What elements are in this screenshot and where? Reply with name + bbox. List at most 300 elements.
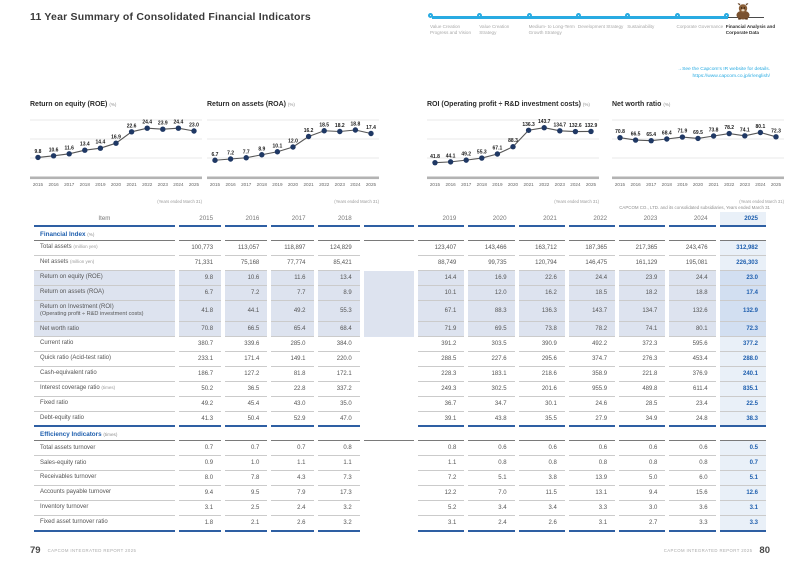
table-cell: 3.6 xyxy=(669,501,715,516)
table-cell: 3.2 xyxy=(318,501,360,516)
svg-text:2015: 2015 xyxy=(32,182,44,187)
svg-text:80.1: 80.1 xyxy=(755,124,766,130)
table-cell: 15.6 xyxy=(669,486,715,501)
table-cell: 1.1 xyxy=(271,456,313,471)
svg-text:2020: 2020 xyxy=(507,182,519,187)
svg-text:24.4: 24.4 xyxy=(142,119,153,126)
table-cell: 380.7 xyxy=(179,337,221,352)
table-cell: 27.9 xyxy=(569,412,615,428)
column-gutter xyxy=(364,397,414,412)
table-cell: 0.5 xyxy=(720,441,766,456)
svg-text:22.6: 22.6 xyxy=(126,123,137,130)
table-cell: 161,129 xyxy=(619,256,665,271)
svg-text:2017: 2017 xyxy=(646,182,657,187)
table-cell: 0.8 xyxy=(669,456,715,471)
table-cell: 8.9 xyxy=(318,286,360,301)
table-cell: 24.8 xyxy=(669,412,715,428)
table-cell: 339.6 xyxy=(225,337,267,352)
table-cell: 50.2 xyxy=(179,382,221,397)
table-cell: 0.8 xyxy=(318,441,360,456)
table-cell: 35.0 xyxy=(318,397,360,412)
table-cell: 12.0 xyxy=(468,286,514,301)
svg-text:7.7: 7.7 xyxy=(242,149,250,156)
table-row xyxy=(34,271,766,286)
table-cell: 68.4 xyxy=(318,322,360,337)
table-row xyxy=(34,412,766,428)
row-label: Total assets (million yen) xyxy=(34,241,175,256)
table-cell: 374.7 xyxy=(569,352,615,367)
table-cell: 453.4 xyxy=(669,352,715,367)
table-cell: 41.3 xyxy=(179,412,221,428)
table-cell: 44.1 xyxy=(225,301,267,323)
table-cell: 172.1 xyxy=(318,367,360,382)
svg-text:24.4: 24.4 xyxy=(173,119,184,126)
section-label: Financial Index (%) xyxy=(40,230,95,238)
nav-item-development-strategy[interactable]: Development Strategy xyxy=(577,24,624,29)
table-cell: 81.8 xyxy=(271,367,313,382)
table-cell: 2.4 xyxy=(271,501,313,516)
svg-text:67.1: 67.1 xyxy=(492,145,503,152)
table-cell: 24.4 xyxy=(669,271,715,286)
section-label: Efficiency Indicators (times) xyxy=(40,430,118,438)
svg-text:2025: 2025 xyxy=(188,182,200,187)
svg-text:2024: 2024 xyxy=(570,182,581,187)
table-cell: 3.3 xyxy=(669,516,715,532)
svg-text:2018: 2018 xyxy=(661,182,672,187)
table-cell: 16.9 xyxy=(468,271,514,286)
table-cell: 195,081 xyxy=(669,256,715,271)
table-row xyxy=(34,256,766,271)
column-header-year: 2016 xyxy=(225,212,267,227)
row-label: Total assets turnover xyxy=(34,441,175,456)
table-cell: 2.4 xyxy=(468,516,514,532)
table-cell: 127.2 xyxy=(225,367,267,382)
table-cell: 65.4 xyxy=(271,322,313,337)
table-cell: 24.6 xyxy=(569,397,615,412)
table-cell: 9.4 xyxy=(179,486,221,501)
table-cell: 70.8 xyxy=(179,322,221,337)
table-cell: 391.2 xyxy=(418,337,464,352)
table-cell: 217,365 xyxy=(619,241,665,256)
column-gutter xyxy=(364,412,414,428)
chart-title: ROI (Operating profit ÷ R&D investment costs) (%) xyxy=(427,101,590,108)
column-gutter xyxy=(364,501,414,516)
table-cell: 99,735 xyxy=(468,256,514,271)
svg-text:2015: 2015 xyxy=(209,182,221,187)
table-cell: 0.7 xyxy=(225,441,267,456)
chart-plot xyxy=(427,111,599,193)
table-cell: 220.0 xyxy=(318,352,360,367)
table-cell: 41.8 xyxy=(179,301,221,323)
svg-text:10.1: 10.1 xyxy=(272,143,283,150)
table-cell: 49.2 xyxy=(179,397,221,412)
table-cell: 10.6 xyxy=(225,271,267,286)
table-cell: 0.7 xyxy=(271,441,313,456)
table-cell: 303.5 xyxy=(468,337,514,352)
table-cell: 55.3 xyxy=(318,301,360,323)
table-cell: 0.7 xyxy=(179,441,221,456)
column-gutter xyxy=(364,456,414,471)
table-cell: 0.8 xyxy=(468,456,514,471)
table-cell: 3.1 xyxy=(418,516,464,532)
svg-text:23.9: 23.9 xyxy=(157,120,168,127)
table-cell: 18.8 xyxy=(669,286,715,301)
table-cell: 3.1 xyxy=(720,501,766,516)
table-cell: 118,897 xyxy=(271,241,313,256)
svg-text:2019: 2019 xyxy=(95,182,106,187)
svg-text:2020: 2020 xyxy=(692,182,704,187)
chart-title: Return on assets (ROA) (%) xyxy=(207,101,295,108)
column-gutter xyxy=(364,471,414,486)
table-cell: 3.3 xyxy=(569,501,615,516)
table-cell: 3.3 xyxy=(720,516,766,532)
table-cell: 0.8 xyxy=(619,456,665,471)
nav-item-financial-analysis-and-corporate-data[interactable]: Financial Analysis and Corporate Data xyxy=(725,24,776,35)
table-cell: 5.1 xyxy=(720,471,766,486)
table-cell: 288.0 xyxy=(720,352,766,367)
nav-node-icon[interactable] xyxy=(675,13,680,18)
column-header-year: 2022 xyxy=(569,212,615,227)
table-cell: 35.5 xyxy=(519,412,565,428)
nav-node-icon[interactable] xyxy=(724,13,729,18)
table-cell: 7.9 xyxy=(271,486,313,501)
table-cell: 183.1 xyxy=(468,367,514,382)
table-cell: 0.8 xyxy=(569,456,615,471)
column-gutter xyxy=(364,516,414,532)
chart-title: Return on equity (ROE) (%) xyxy=(30,101,117,108)
table-cell: 136.3 xyxy=(519,301,565,323)
svg-text:2018: 2018 xyxy=(476,182,487,187)
table-cell: 5.0 xyxy=(619,471,665,486)
svg-text:2025: 2025 xyxy=(365,182,377,187)
svg-text:2022: 2022 xyxy=(539,182,550,187)
row-label: Receivables turnover xyxy=(34,471,175,486)
table-cell: 80.1 xyxy=(669,322,715,337)
section-nav xyxy=(432,10,792,62)
table-cell: 18.2 xyxy=(619,286,665,301)
table-cell: 7.2 xyxy=(418,471,464,486)
chart-period-note: (Years ended March 31) xyxy=(157,199,202,204)
table-cell: 10.1 xyxy=(418,286,464,301)
svg-text:70.8: 70.8 xyxy=(615,129,625,136)
svg-text:2021: 2021 xyxy=(303,182,314,187)
svg-text:2016: 2016 xyxy=(48,182,59,187)
table-cell: 0.6 xyxy=(569,441,615,456)
table-cell: 36.7 xyxy=(418,397,464,412)
table-cell: 22.5 xyxy=(720,397,766,412)
row-label: Quick ratio (Acid-test ratio) xyxy=(34,352,175,367)
table-cell: 39.1 xyxy=(418,412,464,428)
row-label: Net worth ratio xyxy=(34,322,175,337)
table-cell: 2.6 xyxy=(271,516,313,532)
table-cell: 18.5 xyxy=(569,286,615,301)
svg-text:65.4: 65.4 xyxy=(646,132,657,139)
table-cell: 47.0 xyxy=(318,412,360,428)
svg-text:132.6: 132.6 xyxy=(569,123,582,130)
page-number-right: 80 xyxy=(759,545,770,556)
column-gutter xyxy=(364,286,414,301)
nav-item-corporate-governance[interactable]: Corporate Governance xyxy=(676,24,724,29)
column-gutter xyxy=(364,441,414,456)
table-cell: 134.7 xyxy=(619,301,665,323)
svg-text:2016: 2016 xyxy=(630,182,641,187)
column-gutter xyxy=(364,352,414,367)
table-cell: 52.9 xyxy=(271,412,313,428)
table-cell: 376.9 xyxy=(669,367,715,382)
table-cell: 71,331 xyxy=(179,256,221,271)
nav-node-icon[interactable] xyxy=(527,13,532,18)
table-cell: 186.7 xyxy=(179,367,221,382)
section-header-row xyxy=(34,227,766,241)
svg-text:2015: 2015 xyxy=(614,182,626,187)
table-cell: 73.8 xyxy=(519,322,565,337)
chart-roi xyxy=(427,101,599,204)
table-row xyxy=(34,301,766,323)
column-gutter xyxy=(364,322,414,337)
table-cell: 0.6 xyxy=(468,441,514,456)
svg-text:69.5: 69.5 xyxy=(693,129,703,136)
table-cell: 34.9 xyxy=(619,412,665,428)
row-label: Return on equity (ROE) xyxy=(34,271,175,286)
table-cell: 0.9 xyxy=(179,456,221,471)
table-cell: 5.2 xyxy=(418,501,464,516)
table-cell: 312,982 xyxy=(720,241,766,256)
svg-text:10.6: 10.6 xyxy=(48,147,59,154)
table-cell: 372.3 xyxy=(619,337,665,352)
table-cell: 201.6 xyxy=(519,382,565,397)
svg-text:55.3: 55.3 xyxy=(476,149,487,156)
table-cell: 0.7 xyxy=(720,456,766,471)
table-cell: 24.4 xyxy=(569,271,615,286)
row-label: Sales-equity ratio xyxy=(34,456,175,471)
page-number-left: 79 xyxy=(30,545,41,556)
table-cell: 23.0 xyxy=(720,271,766,286)
svg-text:2019: 2019 xyxy=(492,182,503,187)
row-label: Cash-equivalent ratio xyxy=(34,367,175,382)
table-cell: 7.3 xyxy=(318,471,360,486)
row-label: Return on Investment (ROI) (Operating profit ÷ R&D investment costs) xyxy=(34,301,175,323)
svg-text:66.5: 66.5 xyxy=(630,131,641,138)
svg-text:7.2: 7.2 xyxy=(227,150,235,157)
report-name-left: CAPCOM INTEGRATED REPORT 2025 xyxy=(47,548,137,553)
table-cell: 7.2 xyxy=(225,286,267,301)
svg-text:49.2: 49.2 xyxy=(461,151,472,158)
table-row xyxy=(34,397,766,412)
table-cell: 3.0 xyxy=(619,501,665,516)
table-cell: 489.8 xyxy=(619,382,665,397)
chart-plot xyxy=(30,111,202,193)
table-cell: 74.1 xyxy=(619,322,665,337)
svg-text:2022: 2022 xyxy=(142,182,153,187)
table-cell: 2.6 xyxy=(519,516,565,532)
table-cell: 43.8 xyxy=(468,412,514,428)
column-header-year: 2025 xyxy=(720,212,766,227)
table-cell: 276.3 xyxy=(619,352,665,367)
svg-text:2017: 2017 xyxy=(241,182,252,187)
table-cell: 1.8 xyxy=(179,516,221,532)
report-name-right: CAPCOM INTEGRATED REPORT 2025 xyxy=(663,548,753,553)
table-cell: 226,303 xyxy=(720,256,766,271)
nav-item-medium-to-long-term-growth-strategy[interactable]: Medium- to Long-Term Growth Strategy xyxy=(528,24,575,35)
table-cell: 3.8 xyxy=(519,471,565,486)
table-row xyxy=(34,367,766,382)
table-cell: 5.1 xyxy=(468,471,514,486)
table-cell: 72.3 xyxy=(720,322,766,337)
svg-text:2022: 2022 xyxy=(724,182,735,187)
table-row xyxy=(34,382,766,397)
svg-text:2025: 2025 xyxy=(585,182,597,187)
column-gutter xyxy=(364,382,414,397)
table-cell: 492.2 xyxy=(569,337,615,352)
svg-text:2018: 2018 xyxy=(79,182,90,187)
table-row xyxy=(34,456,766,471)
table-cell: 12.6 xyxy=(720,486,766,501)
row-label: Fixed asset turnover ratio xyxy=(34,516,175,532)
table-row xyxy=(34,337,766,352)
svg-text:14.4: 14.4 xyxy=(95,139,106,146)
table-cell: 228.3 xyxy=(418,367,464,382)
svg-text:2024: 2024 xyxy=(755,182,766,187)
svg-text:2019: 2019 xyxy=(272,182,283,187)
svg-text:78.2: 78.2 xyxy=(724,125,735,132)
table-cell: 143,466 xyxy=(468,241,514,256)
table-cell: 285.0 xyxy=(271,337,313,352)
table-cell: 132.9 xyxy=(720,301,766,323)
table-cell: 3.4 xyxy=(519,501,565,516)
table-cell: 2.5 xyxy=(225,501,267,516)
table-cell: 7.0 xyxy=(468,486,514,501)
table-cell: 43.0 xyxy=(271,397,313,412)
chart-plot xyxy=(612,111,784,193)
column-gutter xyxy=(364,271,414,286)
svg-text:2023: 2023 xyxy=(739,182,750,187)
table-cell: 88,749 xyxy=(418,256,464,271)
column-header-year: 2019 xyxy=(418,212,464,227)
table-cell: 78.2 xyxy=(569,322,615,337)
table-cell: 390.9 xyxy=(519,337,565,352)
row-label: Inventory turnover xyxy=(34,501,175,516)
svg-text:16.2: 16.2 xyxy=(303,128,314,134)
ir-website-note xyxy=(677,66,770,81)
table-cell: 0.6 xyxy=(669,441,715,456)
chart-plot xyxy=(207,111,379,193)
column-gutter xyxy=(364,256,414,271)
column-header-year: 2021 xyxy=(519,212,565,227)
table-cell: 16.2 xyxy=(519,286,565,301)
table-cell: 11.6 xyxy=(271,271,313,286)
chart-period-note: (Years ended March 31) xyxy=(739,199,784,204)
table-cell: 2.1 xyxy=(225,516,267,532)
svg-text:13.4: 13.4 xyxy=(79,141,90,148)
table-cell: 7.8 xyxy=(225,471,267,486)
table-cell: 13.4 xyxy=(318,271,360,286)
svg-text:143.7: 143.7 xyxy=(537,119,551,126)
table-cell: 23.9 xyxy=(619,271,665,286)
svg-text:17.4: 17.4 xyxy=(366,125,376,131)
svg-text:11.6: 11.6 xyxy=(64,145,74,152)
svg-text:9.8: 9.8 xyxy=(34,148,42,155)
nav-item-value-creation-progress-and-vision[interactable]: Value Creation Progress and Vision xyxy=(430,24,472,35)
table-cell: 187,365 xyxy=(569,241,615,256)
table-row xyxy=(34,516,766,532)
column-header-year: 2020 xyxy=(468,212,514,227)
row-label: Fixed ratio xyxy=(34,397,175,412)
table-cell: 2.7 xyxy=(619,516,665,532)
column-header-year: 2017 xyxy=(271,212,313,227)
table-cell: 4.3 xyxy=(271,471,313,486)
chart-net-worth-ratio xyxy=(612,101,784,204)
svg-text:2020: 2020 xyxy=(110,182,122,187)
table-cell: 12.2 xyxy=(418,486,464,501)
svg-text:2016: 2016 xyxy=(445,182,456,187)
column-header-item: Item xyxy=(34,212,175,227)
table-cell: 50.4 xyxy=(225,412,267,428)
table-cell: 7.7 xyxy=(271,286,313,301)
table-row xyxy=(34,241,766,256)
table-cell: 69.5 xyxy=(468,322,514,337)
nav-item-value-creation-strategy[interactable]: Value Creation Strategy xyxy=(479,24,510,35)
svg-text:2017: 2017 xyxy=(461,182,472,187)
svg-text:16.9: 16.9 xyxy=(111,134,121,141)
table-cell: 221.8 xyxy=(619,367,665,382)
table-cell: 1.1 xyxy=(318,456,360,471)
table-row xyxy=(34,352,766,367)
nav-node-icon[interactable] xyxy=(428,13,433,18)
table-cell: 120,794 xyxy=(519,256,565,271)
svg-text:71.9: 71.9 xyxy=(677,128,688,135)
table-cell: 13.1 xyxy=(569,486,615,501)
svg-text:136.3: 136.3 xyxy=(522,121,535,128)
chart-roa xyxy=(207,101,379,204)
table-cell: 36.5 xyxy=(225,382,267,397)
svg-text:2021: 2021 xyxy=(523,182,534,187)
table-cell: 100,773 xyxy=(179,241,221,256)
table-cell: 3.1 xyxy=(569,516,615,532)
nav-node-icon[interactable] xyxy=(576,13,581,18)
table-cell: 77,774 xyxy=(271,256,313,271)
svg-text:2023: 2023 xyxy=(334,182,345,187)
column-gutter xyxy=(364,241,414,256)
ir-note-text: →See the Capcom's IR website for details. xyxy=(677,67,770,72)
row-label: Accounts payable turnover xyxy=(34,486,175,501)
table-cell: 288.5 xyxy=(418,352,464,367)
chart-roe xyxy=(30,101,202,204)
ir-website-link[interactable]: https://www.capcom.co.jp/ir/english/ xyxy=(692,74,770,80)
table-cell: 163,712 xyxy=(519,241,565,256)
svg-text:2024: 2024 xyxy=(350,182,361,187)
table-cell: 17.4 xyxy=(720,286,766,301)
table-header-row xyxy=(34,212,766,227)
financial-indicators-table xyxy=(30,212,770,532)
svg-text:132.9: 132.9 xyxy=(584,122,598,129)
svg-text:2019: 2019 xyxy=(677,182,688,187)
svg-text:2015: 2015 xyxy=(429,182,441,187)
table-cell: 6.7 xyxy=(179,286,221,301)
chart-period-note: (Years ended March 31) xyxy=(334,199,379,204)
column-gutter xyxy=(364,301,414,323)
table-cell: 22.6 xyxy=(519,271,565,286)
nav-item-sustainability[interactable]: Sustainability xyxy=(627,24,655,29)
table-cell: 1.0 xyxy=(225,456,267,471)
svg-text:73.8: 73.8 xyxy=(708,127,719,134)
svg-text:6.7: 6.7 xyxy=(211,151,219,158)
svg-text:18.5: 18.5 xyxy=(319,122,330,129)
column-gutter xyxy=(364,337,414,352)
table-row xyxy=(34,471,766,486)
table-row xyxy=(34,322,766,337)
section-header-row xyxy=(34,427,766,441)
table-cell: 0.8 xyxy=(418,441,464,456)
